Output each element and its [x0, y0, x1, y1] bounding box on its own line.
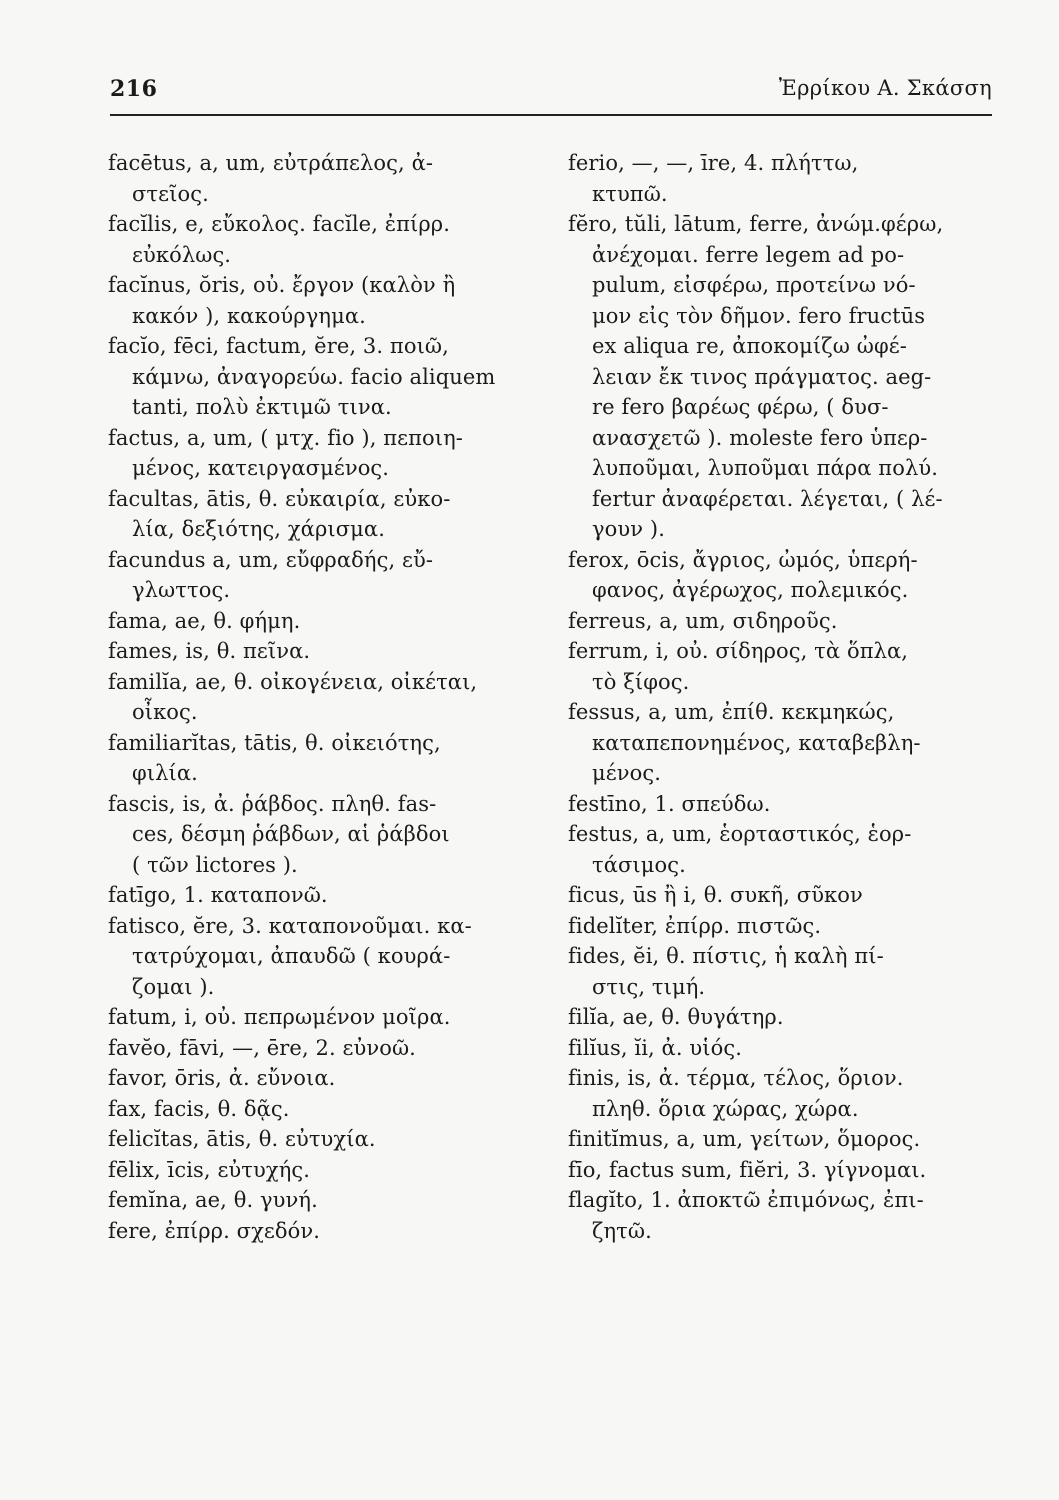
entry-continuation-line: tanti, πολὺ ἐκτιμῶ τινα.: [132, 395, 392, 419]
dictionary-entry-line: favor, ōris, ἀ. εὔνοια.: [108, 1066, 336, 1090]
dictionary-entry-line: fames, is, θ. πεῖνα.: [108, 639, 311, 663]
entry-continuation-line: ζητῶ.: [592, 1218, 652, 1243]
entry-continuation-line: πληθ. ὅρια χώρας, χώρα.: [592, 1096, 859, 1121]
entry-continuation-line: κακόν ), κακούργημα.: [132, 303, 366, 328]
entry-continuation-line: κάμνω, ἀναγορεύω. facio aliquem: [132, 364, 496, 389]
entry-continuation-line: ζομαι ).: [132, 974, 215, 999]
dictionary-entry-line: flagĭto, 1. ἀποκτῶ ἐπιμόνως, ἐπι-: [568, 1188, 924, 1212]
dictionary-entry-line: familĭa, ae, θ. οἰκογένεια, οἰκέται,: [108, 669, 478, 694]
header-rule: [110, 114, 992, 116]
entry-continuation-line: μένος, κατειργασμένος.: [132, 456, 390, 480]
entry-continuation-line: fertur ἀναφέρεται. λέγεται, ( λέ-: [592, 486, 943, 511]
dictionary-entry-line: factus, a, um, ( μτχ. fio ), πεποιη-: [108, 425, 464, 450]
dictionary-entry-line: facultas, ātis, θ. εὐκαιρία, εὐκο-: [108, 486, 451, 511]
dictionary-entry-line: familiarĭtas, tātis, θ. οἰκειότης,: [108, 730, 441, 755]
entry-continuation-line: τατρύχομαι, ἀπαυδῶ ( κουρά-: [132, 944, 451, 968]
entry-continuation-line: μον εἰς τὸν δῆμον. fero fructūs: [592, 303, 926, 328]
dictionary-entry-line: fatīgo, 1. καταπονῶ.: [108, 883, 328, 907]
entry-continuation-line: στις, τιμή.: [592, 974, 706, 999]
dictionary-entry-line: fax, facis, θ. δᾷς.: [108, 1096, 290, 1121]
entry-continuation-line: φιλία.: [132, 761, 198, 785]
entry-continuation-line: ex aliqua re, ἀποκομίζω ὠφέ-: [592, 334, 907, 358]
entry-continuation-line: λειαν ἔκ τινος πράγματος. aeg-: [592, 364, 932, 389]
dictionary-entry-line: fidelĭter, ἐπίρρ. πιστῶς.: [568, 913, 822, 938]
entry-continuation-line: pulum, εἰσφέρω, προτείνω νό-: [592, 273, 916, 297]
dictionary-entry-line: favĕo, fāvi, —, ēre, 2. εὐνοῶ.: [108, 1035, 416, 1060]
dictionary-entry-line: fĕro, tŭli, lātum, ferre, ἀνώμ.φέρω,: [568, 212, 944, 236]
dictionary-entry-line: felicĭtas, ātis, θ. εὐτυχία.: [108, 1127, 376, 1151]
entry-continuation-line: εὐκόλως.: [132, 242, 232, 267]
dictionary-entry-line: facĭlis, e, εὔκολος. facĭle, ἐπίρρ.: [108, 212, 451, 236]
dictionary-entry-line: finitĭmus, a, um, γείτων, ὅμορος.: [568, 1127, 921, 1151]
entry-continuation-line: ἀνέχομαι. ferre legem ad po-: [592, 242, 905, 267]
left-column: [108, 148, 538, 1246]
dictionary-entry-line: ferox, ōcis, ἄγριος, ὠμός, ὑπερή-: [568, 547, 918, 572]
entry-continuation-line: φανος, ἀγέρωχος, πολεμικός.: [592, 578, 909, 602]
dictionary-entry-line: fascis, is, ἀ. ῥάβδος. πληθ. fas-: [108, 791, 437, 816]
dictionary-entry-line: fīo, factus sum, fiĕri, 3. γίγνομαι.: [568, 1157, 927, 1182]
dictionary-entry-line: facĭnus, ŏris, οὐ. ἔργον (καλὸν ἢ: [108, 273, 456, 297]
entry-continuation-line: γλωττος.: [132, 578, 231, 602]
dictionary-entry-line: facĭo, fēci, factum, ĕre, 3. ποιῶ,: [108, 334, 449, 358]
dictionary-entry-line: ferio, —, —, īre, 4. πλήττω,: [568, 151, 859, 175]
dictionary-entry-line: fatum, i, οὐ. πεπρωμένον μοῖρα.: [108, 1005, 451, 1029]
entry-continuation-line: καταπεπονημένος, καταβεβλη-: [592, 730, 921, 755]
entry-continuation-line: λυποῦμαι, λυποῦμαι πάρα πολύ.: [592, 456, 939, 480]
dictionary-entry-line: facundus a, um, εὔφραδής, εὔ-: [108, 547, 434, 572]
entry-continuation-line: ανασχετῶ ). moleste fero ὑπερ-: [592, 425, 928, 450]
dictionary-entry-line: fides, ĕi, θ. πίστις, ἡ καλὴ πί-: [568, 944, 884, 968]
dictionary-entry-line: fere, ἐπίρρ. σχεδόν.: [108, 1218, 321, 1243]
entry-continuation-line: ces, δέσμη ῥάβδων, αἱ ῥάβδοι: [132, 822, 450, 846]
dictionary-entry-line: filĭus, ĭi, ἀ. υἱός.: [568, 1035, 742, 1060]
entry-continuation-line: τάσιμος.: [592, 852, 686, 877]
entry-continuation-line: λία, δεξιότης, χάρισμα.: [132, 517, 385, 541]
entry-continuation-line: μένος.: [592, 761, 661, 785]
entry-continuation-line: γουν ).: [592, 517, 665, 541]
entry-continuation-line: re fero βαρέως φέρω, ( δυσ-: [592, 395, 889, 419]
entry-continuation-line: κτυπῶ.: [592, 181, 668, 206]
dictionary-entry-line: festīno, 1. σπεύδω.: [568, 791, 771, 816]
dictionary-entry-line: ferrum, i, οὐ. σίδηρος, τὰ ὅπλα,: [568, 639, 909, 663]
entry-continuation-line: ( τῶν lictores ).: [132, 852, 298, 877]
dictionary-entry-line: fama, ae, θ. φήμη.: [108, 608, 301, 633]
dictionary-entry-line: fatisco, ĕre, 3. καταπονοῦμαι. κα-: [108, 913, 472, 938]
dictionary-entry-line: finis, is, ἀ. τέρμα, τέλος, ὅριον.: [568, 1066, 904, 1090]
running-head: Ἐρρίκου Α. Σκάσση: [778, 76, 992, 100]
dictionary-entry-line: facētus, a, um, εὐτράπελος, ἀ-: [108, 151, 434, 175]
page-header: [110, 76, 992, 116]
dictionary-entry-line: ferreus, a, um, σιδηροῦς.: [568, 608, 838, 633]
dictionary-entry-line: fessus, a, um, ἐπίθ. κεκμηκώς,: [568, 700, 895, 724]
dictionary-entry-line: filĭa, ae, θ. θυγάτηρ.: [568, 1005, 784, 1029]
dictionary-entry-line: ficus, ūs ἢ i, θ. συκῆ, σῦκον: [568, 883, 863, 907]
right-column: [568, 148, 994, 1246]
entry-continuation-line: οἶκος.: [132, 700, 198, 724]
page-number: 216: [110, 76, 158, 102]
dictionary-entry-line: femĭna, ae, θ. γυνή.: [108, 1188, 318, 1212]
entry-continuation-line: στεῖος.: [132, 181, 209, 206]
dictionary-entry-line: fēlix, īcis, εὐτυχής.: [108, 1157, 311, 1182]
entry-continuation-line: τὸ ξίφος.: [592, 669, 690, 694]
dictionary-entry-line: festus, a, um, ἑορταστικός, ἑορ-: [568, 822, 912, 846]
